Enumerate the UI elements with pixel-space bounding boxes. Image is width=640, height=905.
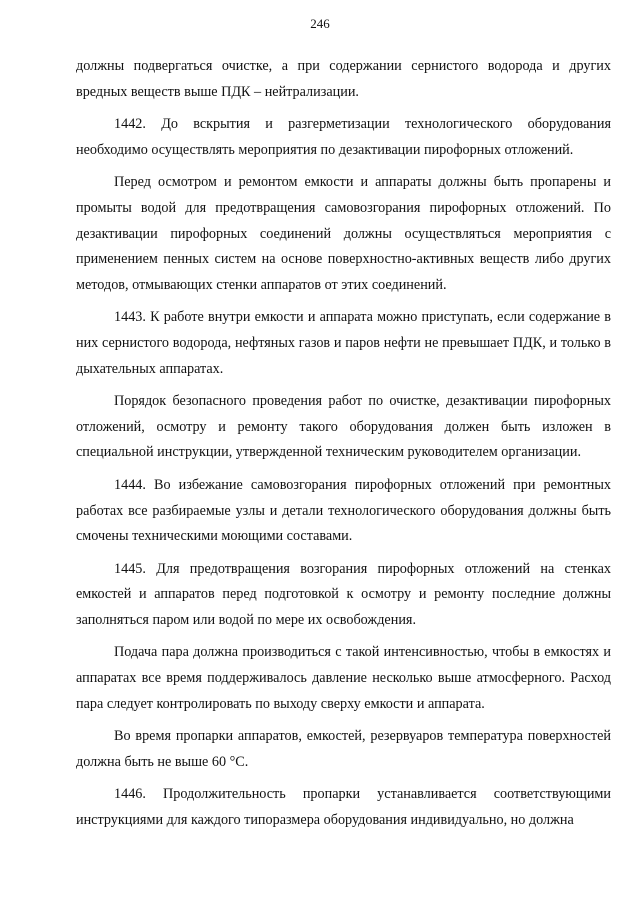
body-text (76, 54, 611, 834)
paragraph-1446: 1446. Продолжительность пропарки устанавливается соответствующими инструкциями для каждого типоразмера оборудования индивидуально, но должна (76, 786, 611, 829)
paragraph-1445-steam-supply: Подача пара должна производиться с такой интенсивностью, чтобы в емкостях и аппаратах все время поддерживалось давление несколько выше атмосферного. Расход пара следует контролировать по выходу сверху емкости и аппарата. (76, 644, 611, 712)
paragraph-1443-procedure: Порядок безопасного проведения работ по очистке, дезактивации пирофорных отложений, осмотру и ремонту такого оборудования должен быть изложен в специальной инструкции, утвержденной техническим руководителем организации. (76, 393, 611, 461)
paragraph-1445-temperature: Во время пропарки аппаратов, емкостей, резервуаров температура поверхностей должна быть не выше 60 °С. (76, 728, 611, 770)
paragraph-1442-inspection: Перед осмотром и ремонтом емкости и аппараты должны быть пропарены и промыты водой для предотвращения самовозгорания пирофорных отложений. По дезактивации пирофорных соединений должны осуществляться мероприятия с применением пенных систем на основе поверхностно-активных веществ либо других методов, отмывающих стенки аппаратов от этих соединений. (76, 174, 611, 293)
page-number: 246 (310, 16, 330, 31)
paragraph-1444: 1444. Во избежание самовозгорания пирофорных отложений при ремонтных работах все разбираемые узлы и детали технологического оборудования должны быть смочены техническими моющими составами. (76, 476, 611, 545)
paragraph-1443: 1443. К работе внутри емкости и аппарата можно приступать, если содержание в них сернистого водорода, нефтяных газов и паров нефти не превышает ПДК, и только в дыхательных аппаратах. (76, 309, 611, 377)
paragraph-1445: 1445. Для предотвращения возгорания пирофорных отложений на стенках емкостей и аппаратов перед подготовкой к осмотру и ремонту последние должны заполняться паром или водой по мере их освобождения. (76, 560, 611, 628)
paragraph-continuation: должны подвергаться очистке, а при содержании сернистого водорода и других вредных веществ выше ПДК – нейтрализации. (76, 58, 611, 100)
paragraph-1442: 1442. До вскрытия и разгерметизации технологического оборудования необходимо осуществлять мероприятия по дезактивации пирофорных отложений. (76, 116, 611, 158)
